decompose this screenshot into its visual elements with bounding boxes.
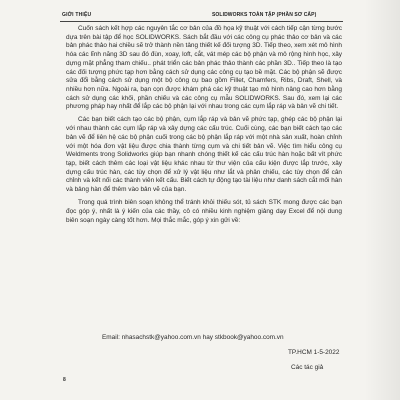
body-text <box>66 25 342 230</box>
contact-email: Email: nhasachstk@yahoo.com.vn hay stkbook@yahoo.com.vn <box>102 334 284 341</box>
book-title: SOLIDWORKS TOÀN TẬP (PHẦN SƠ CẤP) <box>212 12 317 18</box>
signature-date: TP.HCM 1-5-2022 <box>288 349 340 356</box>
paragraph-intro: Cuốn sách kết hợp các nguyên tắc cơ bản của đồ họa kỹ thuật với cách tiếp cận từng bước dựa trên bài tập để học SOLIDWORKS. Sách bắt đầu với các công cụ phác thảo cơ bản và các bản phác thảo hai chiều sẽ trở thành nền tảng thiết kế đối tượng 3D. Tiếp theo, xem xét mô hình hóa các lĩnh năng 3D sau đó đùn, xoay, loft, cắt, vát mép các bộ phận và mô rộng hình học, xây dựng mặt phẳng tham chiếu.. phát triển các bản phác thảo thành các phần 3D.. Tiếp theo là tạo các đối tượng phức tạp hơn bằng cách sử dụng các công cụ tạo bề mặt. Các bộ phận sẽ được sửa đổi bằng cách sử dụng một bộ công cụ bao gồm Fillet, Chamfers, Ribs, Draft, Shell, và nhiều hơn nữa. Ngoài ra, bạn cọn được khám phá các kỹ thuật tạo mô hình nâng cao hơn bằng cách sử dụng các khối, phần chiếu và các công cụ mẫu SOLIDWORKS. Sau đó, xem lại các phương pháp hay nhất để lắp các bộ phận lại với nhau trong các cụm lắp ráp và bản vẽ chi tiết. <box>66 25 342 111</box>
signature-authors: Các tác giả <box>291 364 324 371</box>
page-shadow <box>364 0 400 400</box>
running-header <box>0 12 400 24</box>
paragraph-skills: Các bạn biết cách tạo các bộ phận, cụm lắp ráp và bản vẽ phức tạp, ghép các bộ phận lại với nhau thành các cụm lắp ráp và xây dựng các cấu trúc. Cuối cùng, các bạn biết cách tạo các bản vẽ để liên hệ các bộ phận cuối trong các bộ phận lắp ráp với một nhà sản xuất, hoàn chỉnh với một hóa đơn vật liệu được chia thành từng cụm và chi tiết bản vẽ. Việc tìm hiểu công cụ Weldments trong Solidworks giúp bạn nhanh chóng thiết kế các cấu trúc hàn hoặc bất vít phức tạp, biết cách thêm các loại vật liệu khác nhau từ thư viện của cấu kiện được lắp trước, xây dựng cấu trúc hàn, các tùy chọn để xử lý vật liệu như lắt và phân chiếu, các tùy chọn để cân chỉnh và kết nối các thành viên kết cấu. Biết cách tự động tạo tài liệu như danh sách cắt mối hàn và bảng hàn để thêm vào bản vẽ của bạn. <box>66 116 342 194</box>
page-number: 8 <box>63 377 66 383</box>
section-title: GIỚI THIỆU <box>62 12 92 18</box>
header-rule <box>60 21 343 22</box>
paragraph-feedback: Trong quá trình biên soạn không thể tránh khỏi thiếu sót, tủ sách STK mong được các bạn đọc góp ý, nhất là ý kiến của các thầy, cô có nhiều kinh nghiệm giảng dạy Excel để nội dung biên soạn ngày càng tốt hơn. Mọi thắc mắc, góp ý xin gửi về: <box>66 199 342 224</box>
